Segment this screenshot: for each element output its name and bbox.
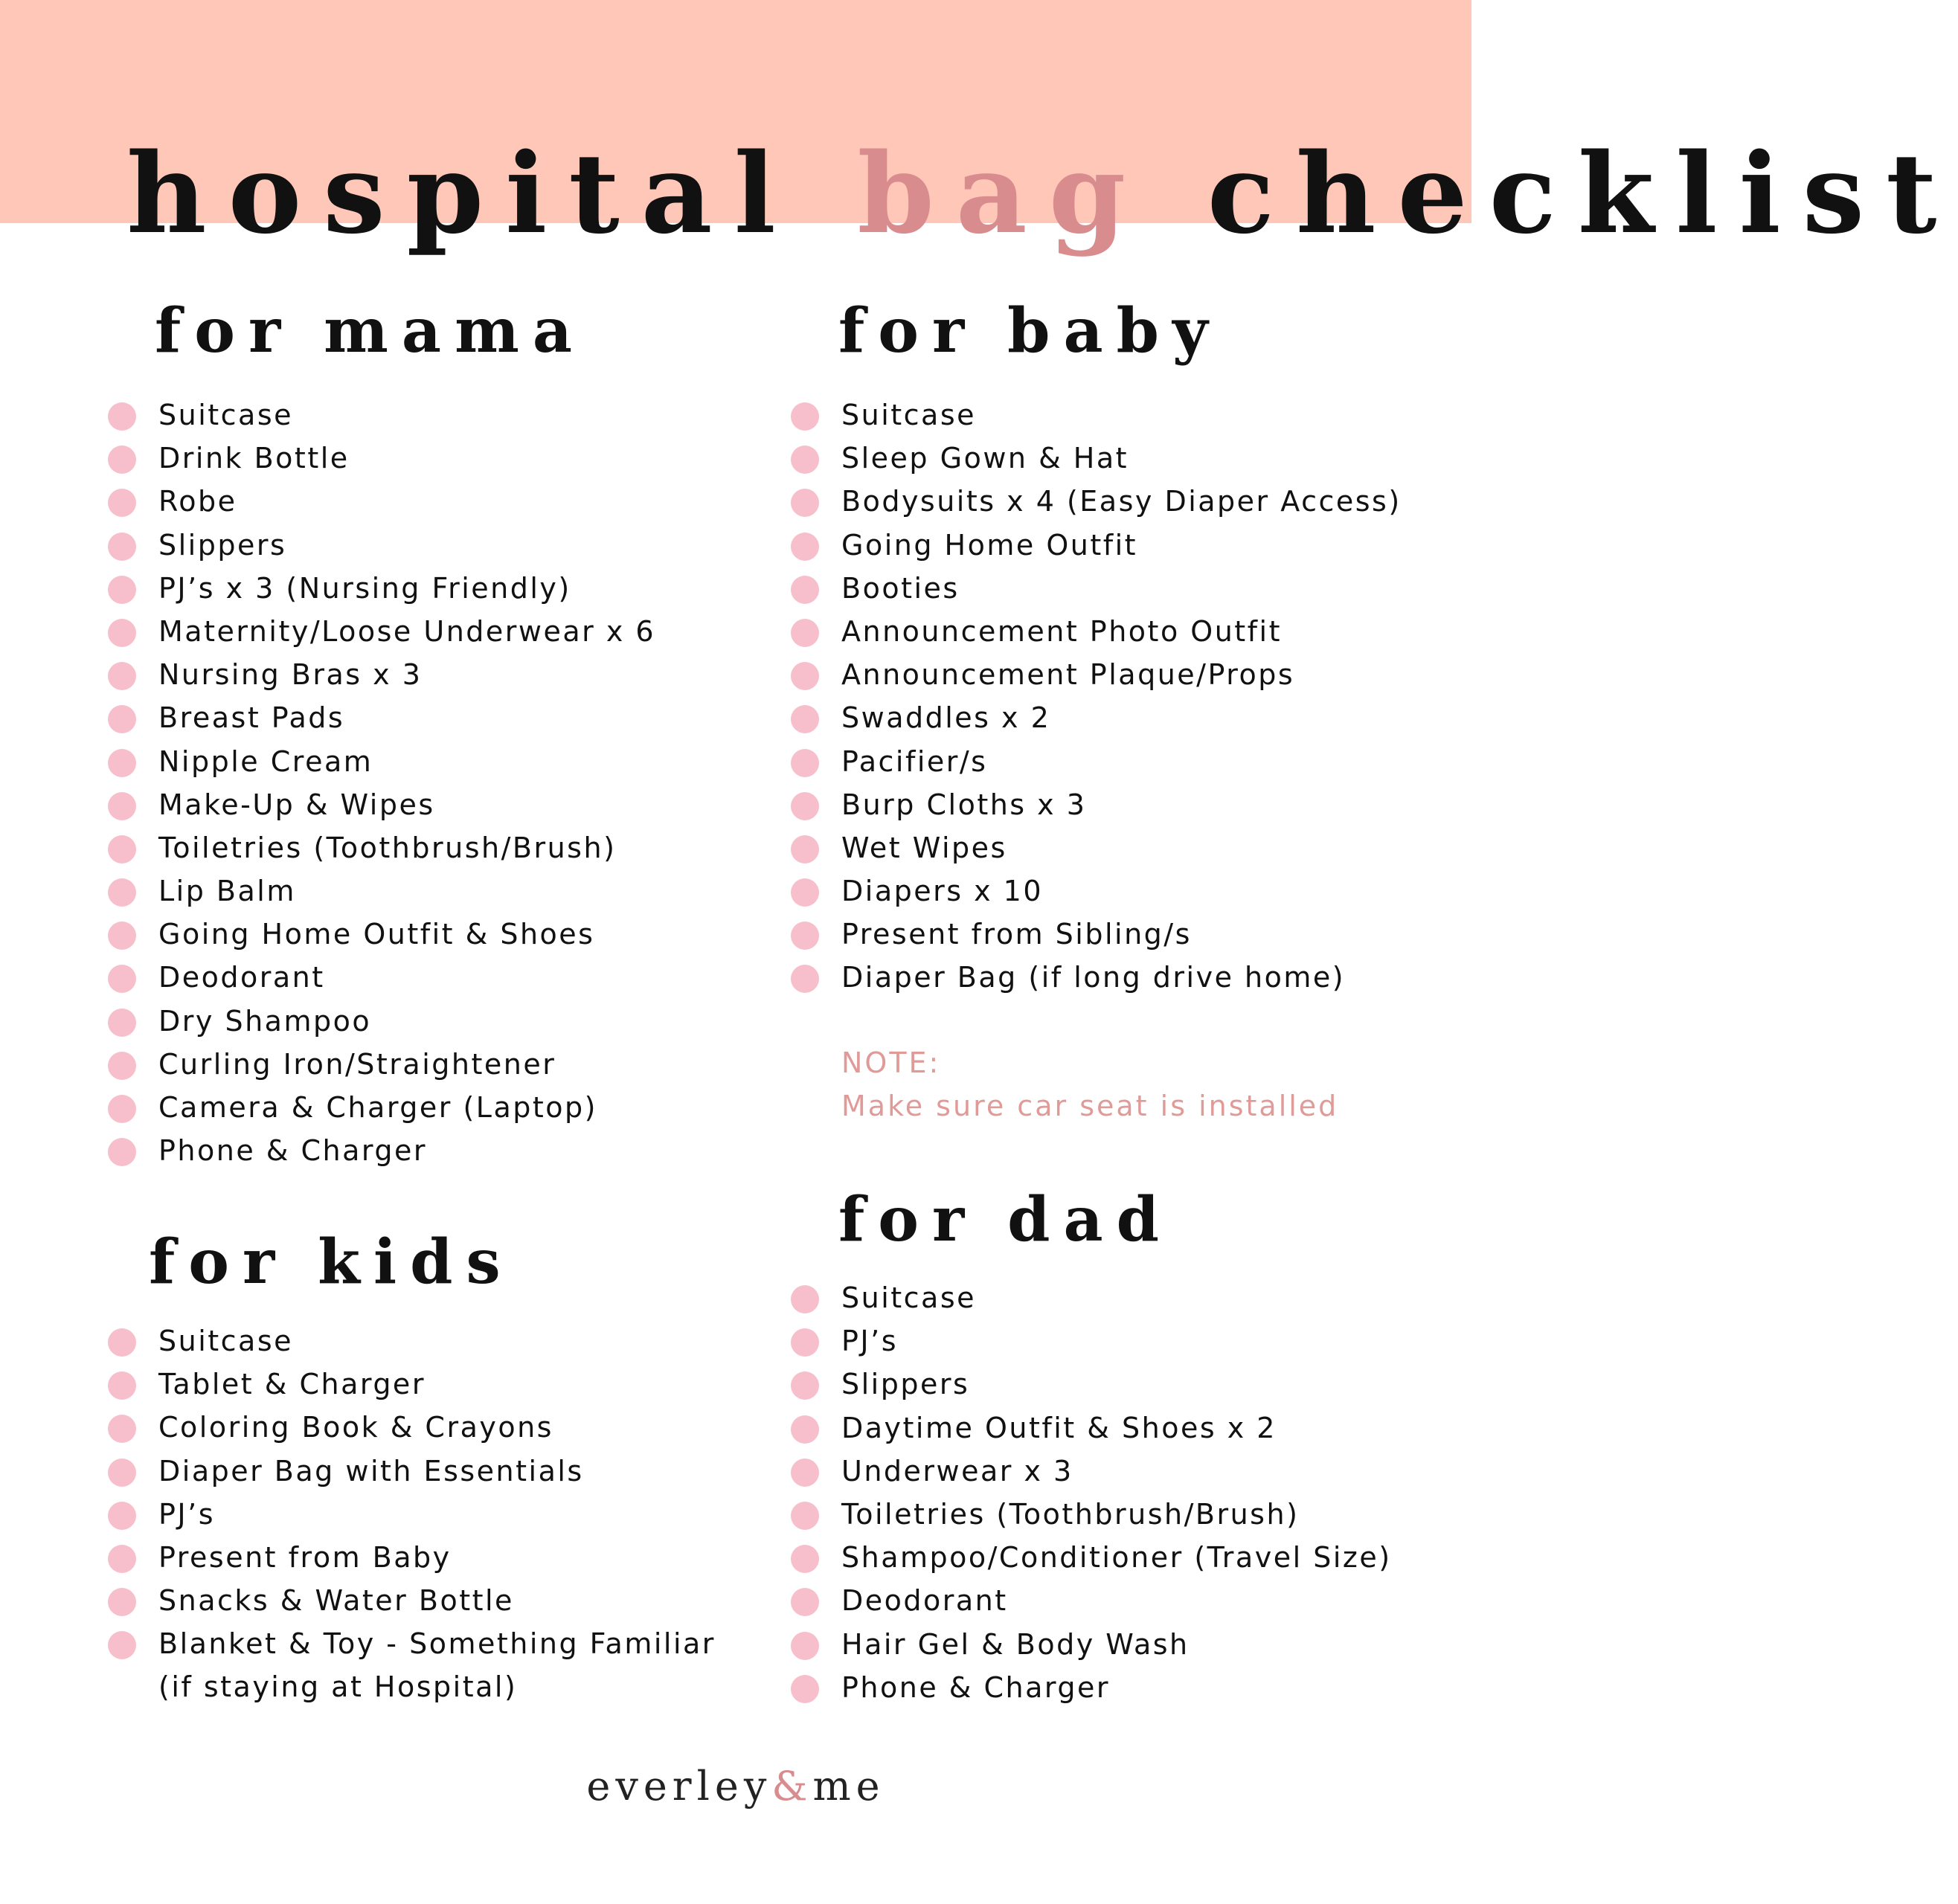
checklist-item[interactable] (108, 1622, 716, 1708)
checklist-item-label: PJ’s (158, 1497, 215, 1531)
checklist-item[interactable] (791, 956, 1402, 999)
checklist-item[interactable] (791, 437, 1402, 480)
checklist-item-label: Slippers (841, 1368, 970, 1401)
checklist-item-label: Deodorant (841, 1584, 1008, 1618)
checklist-item-label: PJ’s (841, 1325, 898, 1358)
checkbox-dot-icon[interactable] (108, 1052, 136, 1080)
checkbox-dot-icon[interactable] (108, 878, 136, 907)
checklist-item-label: Lip Balm (158, 875, 296, 908)
checklist-item[interactable] (108, 869, 655, 913)
section-who-label: kids (318, 1226, 514, 1298)
checklist-item-label: Suitcase (158, 1325, 294, 1357)
checklist-item[interactable] (791, 913, 1402, 956)
checklist-item[interactable] (108, 653, 655, 696)
checklist-item[interactable] (108, 1450, 716, 1493)
section-for-label: for (838, 295, 978, 367)
section-for-label: for (838, 1184, 978, 1255)
checklist-item-label: Shampoo/Conditioner (Travel Size) (841, 1541, 1392, 1575)
checklist-item[interactable] (108, 1493, 716, 1536)
checkbox-dot-icon[interactable] (108, 402, 136, 431)
checklist-item[interactable] (108, 480, 655, 523)
checkbox-dot-icon[interactable] (791, 619, 819, 647)
section-who-label: dad (1007, 1184, 1172, 1255)
section-title-kids (149, 1225, 514, 1299)
checklist-item-label: Blanket & Toy - Something Familiar (158, 1627, 716, 1661)
checklist-item-label: Diaper Bag with Essentials (158, 1454, 584, 1488)
section-for-label: for (149, 1226, 289, 1298)
checklist-item[interactable] (791, 480, 1402, 523)
checkbox-dot-icon[interactable] (791, 1458, 819, 1487)
checkbox-dot-icon[interactable] (108, 835, 136, 863)
checklist-item-label: Present from Baby (158, 1540, 452, 1574)
checklist-item-label: Toiletries (Toothbrush/Brush) (158, 831, 617, 864)
checklist-item[interactable] (108, 1363, 716, 1406)
checklist-item[interactable] (791, 696, 1402, 739)
checklist-item-label: Sleep Gown & Hat (841, 442, 1129, 475)
checklist-item[interactable] (791, 1276, 1392, 1319)
checklist-item[interactable] (108, 567, 655, 610)
checkbox-dot-icon[interactable] (108, 1138, 136, 1166)
checkbox-dot-icon[interactable] (108, 619, 136, 647)
checklist-item[interactable] (108, 956, 655, 999)
brand-logo (0, 1763, 1471, 1810)
checkbox-dot-icon[interactable] (791, 835, 819, 863)
checklist-item-label: PJ’s x 3 (Nursing Friendly) (158, 571, 571, 605)
note-block (841, 1041, 1407, 1128)
checkbox-dot-icon[interactable] (791, 1371, 819, 1400)
checklist-item[interactable] (791, 524, 1402, 567)
checklist-item-label: Nipple Cream (158, 744, 373, 778)
checklist-item-label: Suitcase (841, 399, 977, 431)
checklist-item[interactable] (791, 393, 1402, 437)
checkbox-dot-icon[interactable] (108, 1545, 136, 1573)
checklist-item-label: Bodysuits x 4 (Easy Diaper Access) (841, 485, 1402, 518)
checklist-item[interactable] (791, 610, 1402, 653)
checkbox-dot-icon[interactable] (108, 965, 136, 993)
checklist-item[interactable] (108, 1000, 655, 1043)
note-text: Make sure car seat is installed (841, 1090, 1339, 1122)
checklist-item-label: Daytime Outfit & Shoes x 2 (841, 1411, 1277, 1444)
checkbox-dot-icon[interactable] (108, 922, 136, 950)
checklist-item-label: Coloring Book & Crayons (158, 1411, 553, 1444)
checklist-item-label: Swaddles x 2 (841, 701, 1051, 735)
checklist-item[interactable] (791, 740, 1402, 783)
checklist-item[interactable] (791, 1579, 1392, 1622)
checkbox-dot-icon[interactable] (108, 792, 136, 820)
checkbox-dot-icon[interactable] (791, 1588, 819, 1616)
checkbox-dot-icon[interactable] (791, 1415, 819, 1444)
checkbox-dot-icon[interactable] (791, 402, 819, 431)
checklist-baby (791, 393, 1402, 1000)
section-who-label: mama (324, 295, 585, 367)
checklist-item-label: Underwear x 3 (841, 1454, 1073, 1488)
checklist-item-label: Suitcase (841, 1281, 977, 1314)
checklist-item-label: Booties (841, 571, 960, 605)
checklist-item[interactable] (791, 1536, 1392, 1579)
checklist-item-label: Make-Up & Wipes (158, 788, 435, 821)
checklist-item[interactable] (108, 1579, 716, 1622)
checklist-item[interactable] (108, 437, 655, 480)
section-title-baby (838, 294, 1222, 368)
page-title (126, 129, 1958, 258)
checkbox-dot-icon[interactable] (108, 1371, 136, 1400)
checklist-mama (108, 393, 655, 1172)
checklist-item[interactable] (791, 1450, 1392, 1493)
checkbox-dot-icon[interactable] (791, 965, 819, 993)
checkbox-dot-icon[interactable] (108, 1095, 136, 1123)
note-label: NOTE: (841, 1046, 941, 1079)
checkbox-dot-icon[interactable] (108, 1328, 136, 1357)
checklist-item[interactable] (108, 740, 655, 783)
checklist-item-label: Maternity/Loose Underwear x 6 (158, 614, 656, 648)
checkbox-dot-icon[interactable] (791, 662, 819, 690)
checklist-item[interactable] (791, 826, 1402, 869)
checklist-item-label: Going Home Outfit (841, 528, 1138, 562)
checklist-item-label: Phone & Charger (158, 1134, 427, 1168)
checklist-item-label: Present from Sibling/s (841, 918, 1192, 951)
checklist-item-label: Diaper Bag (if long drive home) (841, 961, 1346, 994)
checkbox-dot-icon[interactable] (791, 1328, 819, 1357)
checkbox-dot-icon[interactable] (791, 1285, 819, 1313)
checklist-item-label: Deodorant (158, 961, 325, 994)
checkbox-dot-icon[interactable] (108, 446, 136, 474)
checklist-item[interactable] (108, 696, 655, 739)
checklist-kids (108, 1319, 716, 1708)
checklist-item[interactable] (791, 1406, 1392, 1450)
checklist-item[interactable] (108, 826, 655, 869)
checkbox-dot-icon[interactable] (108, 749, 136, 777)
checklist-item-label: Nursing Bras x 3 (158, 658, 423, 692)
checkbox-dot-icon[interactable] (791, 489, 819, 517)
checklist-item[interactable] (791, 653, 1402, 696)
checkbox-dot-icon[interactable] (791, 533, 819, 561)
checkbox-dot-icon[interactable] (108, 705, 136, 733)
checklist-item[interactable] (791, 1493, 1392, 1536)
checkbox-dot-icon[interactable] (108, 1588, 136, 1616)
title-word-checklist: checklist (1207, 129, 1958, 258)
checkbox-dot-icon[interactable] (108, 662, 136, 690)
checklist-item-label: Pacifier/s (841, 744, 988, 778)
checkbox-dot-icon[interactable] (791, 1632, 819, 1660)
title-word-bag: bag (857, 129, 1148, 258)
checkbox-dot-icon[interactable] (791, 705, 819, 733)
checklist-item-label-continued: (if staying at Hospital) (158, 1670, 518, 1704)
checklist-item-label: Slippers (158, 528, 287, 562)
checklist-item[interactable] (791, 783, 1402, 826)
checkbox-dot-icon[interactable] (791, 576, 819, 604)
title-word-hospital: hospital (126, 129, 797, 258)
section-title-dad (838, 1183, 1172, 1257)
checkbox-dot-icon[interactable] (108, 489, 136, 517)
checklist-item[interactable] (791, 1623, 1392, 1666)
checklist-item[interactable] (108, 913, 655, 956)
section-who-label: baby (1007, 295, 1222, 367)
checklist-item[interactable] (791, 1666, 1392, 1709)
checklist-item[interactable] (791, 1319, 1392, 1363)
checklist-item-label: Wet Wipes (841, 831, 1007, 864)
checklist-item-label: Hair Gel & Body Wash (841, 1627, 1190, 1661)
checklist-item-label: Suitcase (158, 399, 294, 431)
checklist-item-label: Toiletries (Toothbrush/Brush) (841, 1497, 1300, 1531)
checkbox-dot-icon[interactable] (108, 576, 136, 604)
checklist-item-label: Phone & Charger (841, 1670, 1110, 1704)
checkbox-dot-icon[interactable] (791, 1675, 819, 1703)
checkbox-dot-icon[interactable] (108, 1502, 136, 1530)
section-title-mama (155, 294, 585, 368)
checklist-item-label: Diapers x 10 (841, 875, 1044, 908)
checkbox-dot-icon[interactable] (791, 792, 819, 820)
checklist-item-label: Burp Cloths x 3 (841, 788, 1087, 821)
brand-left: everley (586, 1763, 772, 1810)
checkbox-dot-icon[interactable] (108, 1458, 136, 1487)
checklist-item[interactable] (791, 567, 1402, 610)
checklist-item[interactable] (108, 1129, 655, 1172)
checkbox-dot-icon[interactable] (791, 878, 819, 907)
checklist-item-label: Snacks & Water Bottle (158, 1584, 514, 1618)
checkbox-dot-icon[interactable] (791, 1502, 819, 1530)
checklist-item[interactable] (108, 1536, 716, 1579)
checklist-item[interactable] (108, 1406, 716, 1449)
checkbox-dot-icon[interactable] (791, 1545, 819, 1573)
brand-ampersand: & (771, 1763, 813, 1810)
checkbox-dot-icon[interactable] (108, 1415, 136, 1443)
checkbox-dot-icon[interactable] (791, 922, 819, 950)
checklist-item[interactable] (108, 1086, 655, 1129)
checklist-item-label: Camera & Charger (Laptop) (158, 1091, 597, 1124)
checklist-dad (791, 1276, 1392, 1709)
checklist-item[interactable] (108, 783, 655, 826)
checklist-item-label: Breast Pads (158, 701, 345, 735)
checkbox-dot-icon[interactable] (108, 1631, 136, 1659)
checklist-item-label: Dry Shampoo (158, 1004, 372, 1038)
checklist-item[interactable] (108, 393, 655, 437)
checklist-item-label: Announcement Plaque/Props (841, 658, 1295, 692)
checklist-item[interactable] (108, 1319, 716, 1363)
checklist-item[interactable] (108, 1043, 655, 1086)
section-for-label: for (155, 295, 295, 367)
checklist-item[interactable] (108, 610, 655, 653)
checklist-item-label: Going Home Outfit & Shoes (158, 918, 595, 951)
checkbox-dot-icon[interactable] (791, 749, 819, 777)
checkbox-dot-icon[interactable] (108, 1009, 136, 1037)
checklist-item-label: Robe (158, 485, 237, 518)
checklist-item-label: Curling Iron/Straightener (158, 1047, 556, 1081)
checkbox-dot-icon[interactable] (108, 533, 136, 561)
checklist-item[interactable] (791, 869, 1402, 913)
checkbox-dot-icon[interactable] (791, 446, 819, 474)
checklist-item-label: Tablet & Charger (158, 1368, 426, 1401)
checklist-item[interactable] (791, 1363, 1392, 1406)
checklist-item[interactable] (108, 524, 655, 567)
checklist-item-label: Drink Bottle (158, 442, 350, 475)
checklist-item-label: Announcement Photo Outfit (841, 614, 1283, 648)
brand-right: me (812, 1763, 885, 1810)
